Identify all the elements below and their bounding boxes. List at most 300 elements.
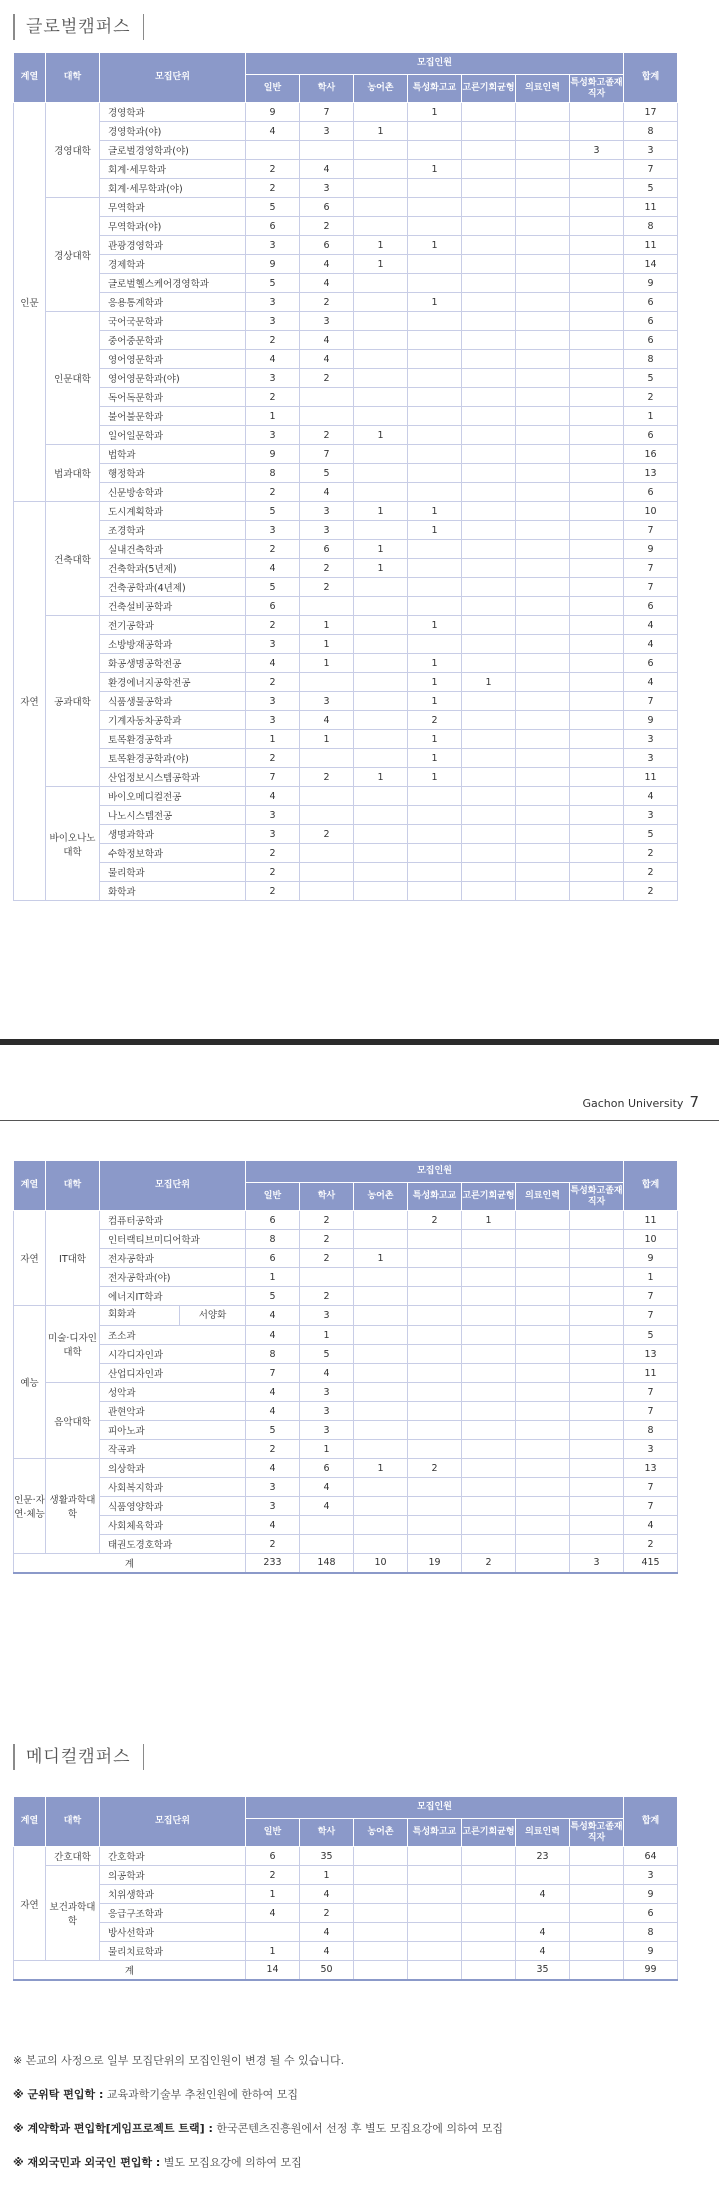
quota-cell: 6 <box>300 1459 354 1478</box>
notes <box>13 2052 713 2188</box>
quota-cell <box>462 1923 516 1942</box>
col-header-c4: 특성화고교 <box>408 1819 462 1847</box>
quota-cell <box>354 445 408 464</box>
unit-name-cell: 법학과 <box>100 445 246 464</box>
quota-cell <box>516 1306 570 1326</box>
quota-cell: 3 <box>246 312 300 331</box>
quota-cell <box>570 369 624 388</box>
quota-cell: 5 <box>246 1421 300 1440</box>
table-row <box>14 578 718 597</box>
quota-cell <box>570 388 624 407</box>
quota-cell <box>516 787 570 806</box>
quota-cell <box>462 274 516 293</box>
quota-cell <box>570 730 624 749</box>
quota-cell <box>408 844 462 863</box>
quota-cell <box>516 1268 570 1287</box>
quota-cell: 7 <box>300 445 354 464</box>
col-header-c2: 학사 <box>300 1819 354 1847</box>
quota-cell <box>354 179 408 198</box>
quota-cell: 5 <box>246 502 300 521</box>
quota-cell <box>462 1306 516 1326</box>
unit-name-cell: 응용통계학과 <box>100 293 246 312</box>
admission-table-global-1 <box>13 52 718 901</box>
col-header-quota: 모집인원 <box>246 1797 624 1819</box>
col-header-c3: 농어촌 <box>354 1819 408 1847</box>
quota-cell <box>354 103 408 122</box>
quota-cell: 4 <box>516 1923 570 1942</box>
quota-cell <box>408 1535 462 1554</box>
table-row <box>14 654 718 673</box>
col-header-c5: 고른기회균형 <box>462 1819 516 1847</box>
quota-cell: 3 <box>246 236 300 255</box>
unit-name-cell: 바이오메디컬전공 <box>100 787 246 806</box>
quota-cell: 6 <box>624 654 678 673</box>
col-header-c7: 특성화고졸재직자 <box>570 1819 624 1847</box>
major-sub-label: 서양화 <box>179 1306 245 1325</box>
quota-cell <box>570 160 624 179</box>
total-cell <box>354 1961 408 1980</box>
college-cell: 공과대학 <box>46 616 100 787</box>
unit-name-cell: 의공학과 <box>100 1866 246 1885</box>
quota-cell: 5 <box>300 1345 354 1364</box>
unit-name-cell: 실내건축학과 <box>100 540 246 559</box>
total-cell: 415 <box>624 1554 678 1573</box>
quota-cell <box>516 1866 570 1885</box>
quota-cell: 4 <box>300 711 354 730</box>
quota-cell: 1 <box>300 1440 354 1459</box>
quota-cell <box>570 1268 624 1287</box>
quota-cell <box>462 1421 516 1440</box>
table-row <box>14 1459 718 1478</box>
quota-cell <box>570 1421 624 1440</box>
title-bar <box>13 1744 15 1770</box>
quota-cell: 2 <box>300 1230 354 1249</box>
col-header-total: 합계 <box>624 53 678 103</box>
quota-cell <box>570 274 624 293</box>
quota-cell <box>462 1516 516 1535</box>
col-header-c3: 농어촌 <box>354 75 408 103</box>
quota-cell <box>462 198 516 217</box>
quota-cell: 2 <box>300 768 354 787</box>
quota-cell: 1 <box>408 616 462 635</box>
quota-cell <box>354 1364 408 1383</box>
quota-cell <box>570 844 624 863</box>
quota-cell: 2 <box>300 217 354 236</box>
unit-name-cell: 글로벌헬스케어경영학과 <box>100 274 246 293</box>
quota-cell <box>462 844 516 863</box>
unit-name-cell: 경제학과 <box>100 255 246 274</box>
quota-cell <box>462 768 516 787</box>
quota-cell <box>354 787 408 806</box>
quota-cell: 6 <box>246 1249 300 1268</box>
unit-name-cell: 도시계획학과 <box>100 502 246 521</box>
quota-cell: 64 <box>624 1847 678 1866</box>
quota-cell <box>570 1440 624 1459</box>
quota-cell <box>354 1345 408 1364</box>
quota-cell: 1 <box>408 730 462 749</box>
quota-cell <box>516 1326 570 1345</box>
quota-cell <box>354 1326 408 1345</box>
quota-cell <box>354 407 408 426</box>
quota-cell <box>408 388 462 407</box>
quota-cell <box>462 1904 516 1923</box>
table-row <box>14 312 718 331</box>
quota-cell <box>570 1847 624 1866</box>
col-header-c6: 의료인력 <box>516 1819 570 1847</box>
quota-cell <box>570 502 624 521</box>
quota-cell <box>408 1478 462 1497</box>
quota-cell <box>408 483 462 502</box>
quota-cell <box>516 578 570 597</box>
quota-cell <box>516 483 570 502</box>
col-header-c7: 특성화고졸재직자 <box>570 1183 624 1211</box>
quota-cell <box>462 179 516 198</box>
table-row <box>14 1440 718 1459</box>
quota-cell <box>462 597 516 616</box>
unit-name-cell: 사회체육학과 <box>100 1516 246 1535</box>
table-row <box>14 844 718 863</box>
unit-name-cell: 컴퓨터공학과 <box>100 1211 246 1230</box>
table-row <box>14 445 718 464</box>
quota-cell: 7 <box>624 1287 678 1306</box>
col-header-total: 합계 <box>624 1161 678 1211</box>
table-row <box>14 293 718 312</box>
quota-cell <box>300 1516 354 1535</box>
quota-cell: 7 <box>246 1364 300 1383</box>
col-header-c5: 고른기회균형 <box>462 75 516 103</box>
quota-cell <box>462 1287 516 1306</box>
quota-cell: 9 <box>624 274 678 293</box>
quota-cell <box>570 103 624 122</box>
quota-cell <box>516 1249 570 1268</box>
quota-cell <box>516 1478 570 1497</box>
unit-name-cell: 불어불문학과 <box>100 407 246 426</box>
quota-cell <box>516 1287 570 1306</box>
quota-cell <box>354 160 408 179</box>
college-cell: 경영대학 <box>46 103 100 198</box>
unit-name-cell: 화공생명공학전공 <box>100 654 246 673</box>
total-cell: 19 <box>408 1554 462 1573</box>
quota-cell: 1 <box>246 1942 300 1961</box>
unit-name-cell: 간호학과 <box>100 1847 246 1866</box>
quota-cell <box>516 141 570 160</box>
table-row <box>14 1230 718 1249</box>
col-header-c7: 특성화고졸재직자 <box>570 75 624 103</box>
quota-cell <box>462 1326 516 1345</box>
college-cell: 생활과학대학 <box>46 1459 100 1554</box>
quota-cell: 1 <box>408 236 462 255</box>
unit-name-cell: 피아노과 <box>100 1421 246 1440</box>
quota-cell <box>408 1383 462 1402</box>
quota-cell: 2 <box>300 293 354 312</box>
col-header-college: 대학 <box>46 1797 100 1847</box>
quota-cell <box>354 293 408 312</box>
quota-cell: 2 <box>246 160 300 179</box>
category-cell: 자연 <box>14 1211 46 1306</box>
quota-cell: 4 <box>624 1516 678 1535</box>
table-row <box>14 521 718 540</box>
quota-cell <box>570 1306 624 1326</box>
quota-cell <box>570 1923 624 1942</box>
quota-cell <box>408 407 462 426</box>
quota-cell <box>570 882 624 901</box>
quota-cell: 9 <box>624 1942 678 1961</box>
quota-cell: 2 <box>246 749 300 768</box>
quota-cell <box>516 559 570 578</box>
quota-cell <box>300 882 354 901</box>
quota-cell <box>462 521 516 540</box>
table-row <box>14 141 718 160</box>
unit-name-cell: 전기공학과 <box>100 616 246 635</box>
quota-cell <box>462 559 516 578</box>
unit-name-cell: 행정학과 <box>100 464 246 483</box>
quota-cell: 2 <box>624 863 678 882</box>
quota-cell: 7 <box>624 1478 678 1497</box>
quota-cell <box>462 882 516 901</box>
quota-cell <box>516 597 570 616</box>
quota-cell: 2 <box>246 863 300 882</box>
quota-cell <box>408 1440 462 1459</box>
quota-cell <box>462 350 516 369</box>
quota-cell <box>516 407 570 426</box>
quota-cell <box>354 1230 408 1249</box>
quota-cell: 16 <box>624 445 678 464</box>
quota-cell <box>462 1364 516 1383</box>
quota-cell: 4 <box>246 559 300 578</box>
table-row <box>14 1847 718 1866</box>
quota-cell <box>570 426 624 445</box>
quota-cell: 11 <box>624 236 678 255</box>
total-cell: 14 <box>246 1961 300 1980</box>
unit-name-cell: 건축학과(5년제) <box>100 559 246 578</box>
col-header-c1: 일반 <box>246 1819 300 1847</box>
quota-cell <box>408 1249 462 1268</box>
quota-cell: 2 <box>246 616 300 635</box>
quota-cell: 5 <box>624 1326 678 1345</box>
quota-cell <box>570 825 624 844</box>
table-row <box>14 730 718 749</box>
quota-cell: 3 <box>246 635 300 654</box>
college-cell: 인문대학 <box>46 312 100 445</box>
category-cell: 자연 <box>14 1847 46 1961</box>
quota-cell <box>354 198 408 217</box>
quota-cell: 5 <box>624 369 678 388</box>
quota-cell: 2 <box>246 483 300 502</box>
table-row <box>14 1364 718 1383</box>
unit-name-cell: 물리학과 <box>100 863 246 882</box>
total-label: 계 <box>14 1554 246 1573</box>
quota-cell: 1 <box>300 730 354 749</box>
quota-cell: 1 <box>408 673 462 692</box>
unit-name-cell: 산업정보시스템공학과 <box>100 768 246 787</box>
quota-cell <box>516 768 570 787</box>
quota-cell <box>570 521 624 540</box>
page-header <box>582 1093 699 1111</box>
quota-cell <box>570 1516 624 1535</box>
quota-cell <box>462 787 516 806</box>
quota-cell <box>354 1866 408 1885</box>
admission-table-medical <box>13 1796 718 1981</box>
total-cell: 233 <box>246 1554 300 1573</box>
quota-cell <box>300 141 354 160</box>
quota-cell <box>462 445 516 464</box>
col-header-c4: 특성화고교 <box>408 1183 462 1211</box>
quota-cell <box>516 1383 570 1402</box>
quota-cell: 9 <box>246 255 300 274</box>
table-row <box>14 1421 718 1440</box>
quota-cell <box>516 350 570 369</box>
quota-cell <box>462 1440 516 1459</box>
quota-cell: 3 <box>246 426 300 445</box>
unit-name-cell: 나노시스템전공 <box>100 806 246 825</box>
quota-cell <box>570 578 624 597</box>
admission-table-global-2 <box>13 1160 718 1574</box>
quota-cell <box>516 673 570 692</box>
quota-cell <box>516 1440 570 1459</box>
quota-cell: 2 <box>300 825 354 844</box>
quota-cell: 3 <box>300 312 354 331</box>
quota-cell <box>354 844 408 863</box>
quota-cell: 7 <box>624 1497 678 1516</box>
quota-cell: 2 <box>246 1440 300 1459</box>
quota-cell <box>354 882 408 901</box>
quota-cell: 1 <box>408 293 462 312</box>
quota-cell: 8 <box>624 1421 678 1440</box>
quota-cell <box>354 711 408 730</box>
quota-cell <box>300 407 354 426</box>
quota-cell: 6 <box>300 236 354 255</box>
quota-cell <box>408 1268 462 1287</box>
quota-cell: 2 <box>300 578 354 597</box>
quota-cell: 11 <box>624 1364 678 1383</box>
quota-cell <box>570 1478 624 1497</box>
quota-cell <box>462 407 516 426</box>
quota-cell: 6 <box>246 1211 300 1230</box>
quota-cell: 4 <box>300 274 354 293</box>
quota-cell <box>408 141 462 160</box>
total-row <box>14 1961 718 1980</box>
quota-cell <box>516 464 570 483</box>
quota-cell <box>408 1516 462 1535</box>
table-row <box>14 236 718 255</box>
page-divider <box>0 1039 719 1045</box>
quota-cell: 11 <box>624 198 678 217</box>
quota-cell <box>516 293 570 312</box>
quota-cell <box>570 1211 624 1230</box>
quota-cell: 3 <box>624 141 678 160</box>
unit-name-cell: 토목환경공학과(야) <box>100 749 246 768</box>
quota-cell <box>354 1885 408 1904</box>
quota-cell <box>300 597 354 616</box>
unit-name-cell: 의상학과 <box>100 1459 246 1478</box>
header-rule <box>0 1120 719 1121</box>
total-label: 계 <box>14 1961 246 1980</box>
quota-cell <box>462 1268 516 1287</box>
table-row <box>14 768 718 787</box>
quota-cell <box>354 1383 408 1402</box>
quota-cell <box>516 654 570 673</box>
col-header-unit: 모집단위 <box>100 1161 246 1211</box>
quota-cell: 1 <box>354 502 408 521</box>
quota-cell: 8 <box>624 1923 678 1942</box>
table-row <box>14 179 718 198</box>
quota-cell: 1 <box>300 1866 354 1885</box>
quota-cell <box>570 1402 624 1421</box>
quota-cell <box>462 1345 516 1364</box>
table-row <box>14 559 718 578</box>
quota-cell: 6 <box>246 217 300 236</box>
quota-cell <box>570 749 624 768</box>
quota-cell: 3 <box>246 1497 300 1516</box>
quota-cell: 17 <box>624 103 678 122</box>
page-number: 7 <box>689 1093 699 1111</box>
quota-cell: 1 <box>624 407 678 426</box>
col-header-unit: 모집단위 <box>100 53 246 103</box>
quota-cell: 1 <box>354 122 408 141</box>
quota-cell: 3 <box>300 1421 354 1440</box>
quota-cell <box>570 1230 624 1249</box>
title-bar <box>13 14 15 40</box>
table-row <box>14 426 718 445</box>
quota-cell: 4 <box>246 1306 300 1326</box>
quota-cell <box>570 179 624 198</box>
quota-cell <box>354 597 408 616</box>
quota-cell <box>570 806 624 825</box>
total-cell <box>408 1961 462 1980</box>
table-row <box>14 1923 718 1942</box>
quota-cell <box>516 1904 570 1923</box>
category-cell: 자연 <box>14 502 46 901</box>
table-row <box>14 882 718 901</box>
quota-cell <box>300 787 354 806</box>
quota-cell <box>462 312 516 331</box>
quota-cell: 2 <box>408 1459 462 1478</box>
quota-cell <box>570 312 624 331</box>
quota-cell <box>570 787 624 806</box>
quota-cell: 5 <box>246 578 300 597</box>
quota-cell <box>462 1459 516 1478</box>
table-row <box>14 1402 718 1421</box>
quota-cell: 5 <box>624 825 678 844</box>
quota-cell <box>300 388 354 407</box>
total-cell: 148 <box>300 1554 354 1573</box>
quota-cell: 7 <box>624 1306 678 1326</box>
quota-cell: 8 <box>624 122 678 141</box>
col-header-quota: 모집인원 <box>246 1161 624 1183</box>
quota-cell <box>570 331 624 350</box>
quota-cell <box>354 1847 408 1866</box>
quota-cell: 1 <box>246 730 300 749</box>
note-2: ※ 군위탁 편입학 : 교육과학기술부 추천인원에 한하여 모집 <box>13 2088 298 2101</box>
quota-cell <box>570 673 624 692</box>
quota-cell <box>516 882 570 901</box>
quota-cell <box>570 1459 624 1478</box>
col-header-category: 계열 <box>14 53 46 103</box>
quota-cell <box>462 141 516 160</box>
unit-name-cell: 환경에너지공학전공 <box>100 673 246 692</box>
quota-cell: 1 <box>408 768 462 787</box>
quota-cell <box>516 160 570 179</box>
quota-cell <box>516 274 570 293</box>
quota-cell: 1 <box>408 502 462 521</box>
quota-cell: 9 <box>246 445 300 464</box>
table-row <box>14 1211 718 1230</box>
unit-name-cell: 조경학과 <box>100 521 246 540</box>
quota-cell <box>354 1421 408 1440</box>
quota-cell: 1 <box>354 1459 408 1478</box>
quota-cell <box>516 540 570 559</box>
quota-cell: 8 <box>246 464 300 483</box>
